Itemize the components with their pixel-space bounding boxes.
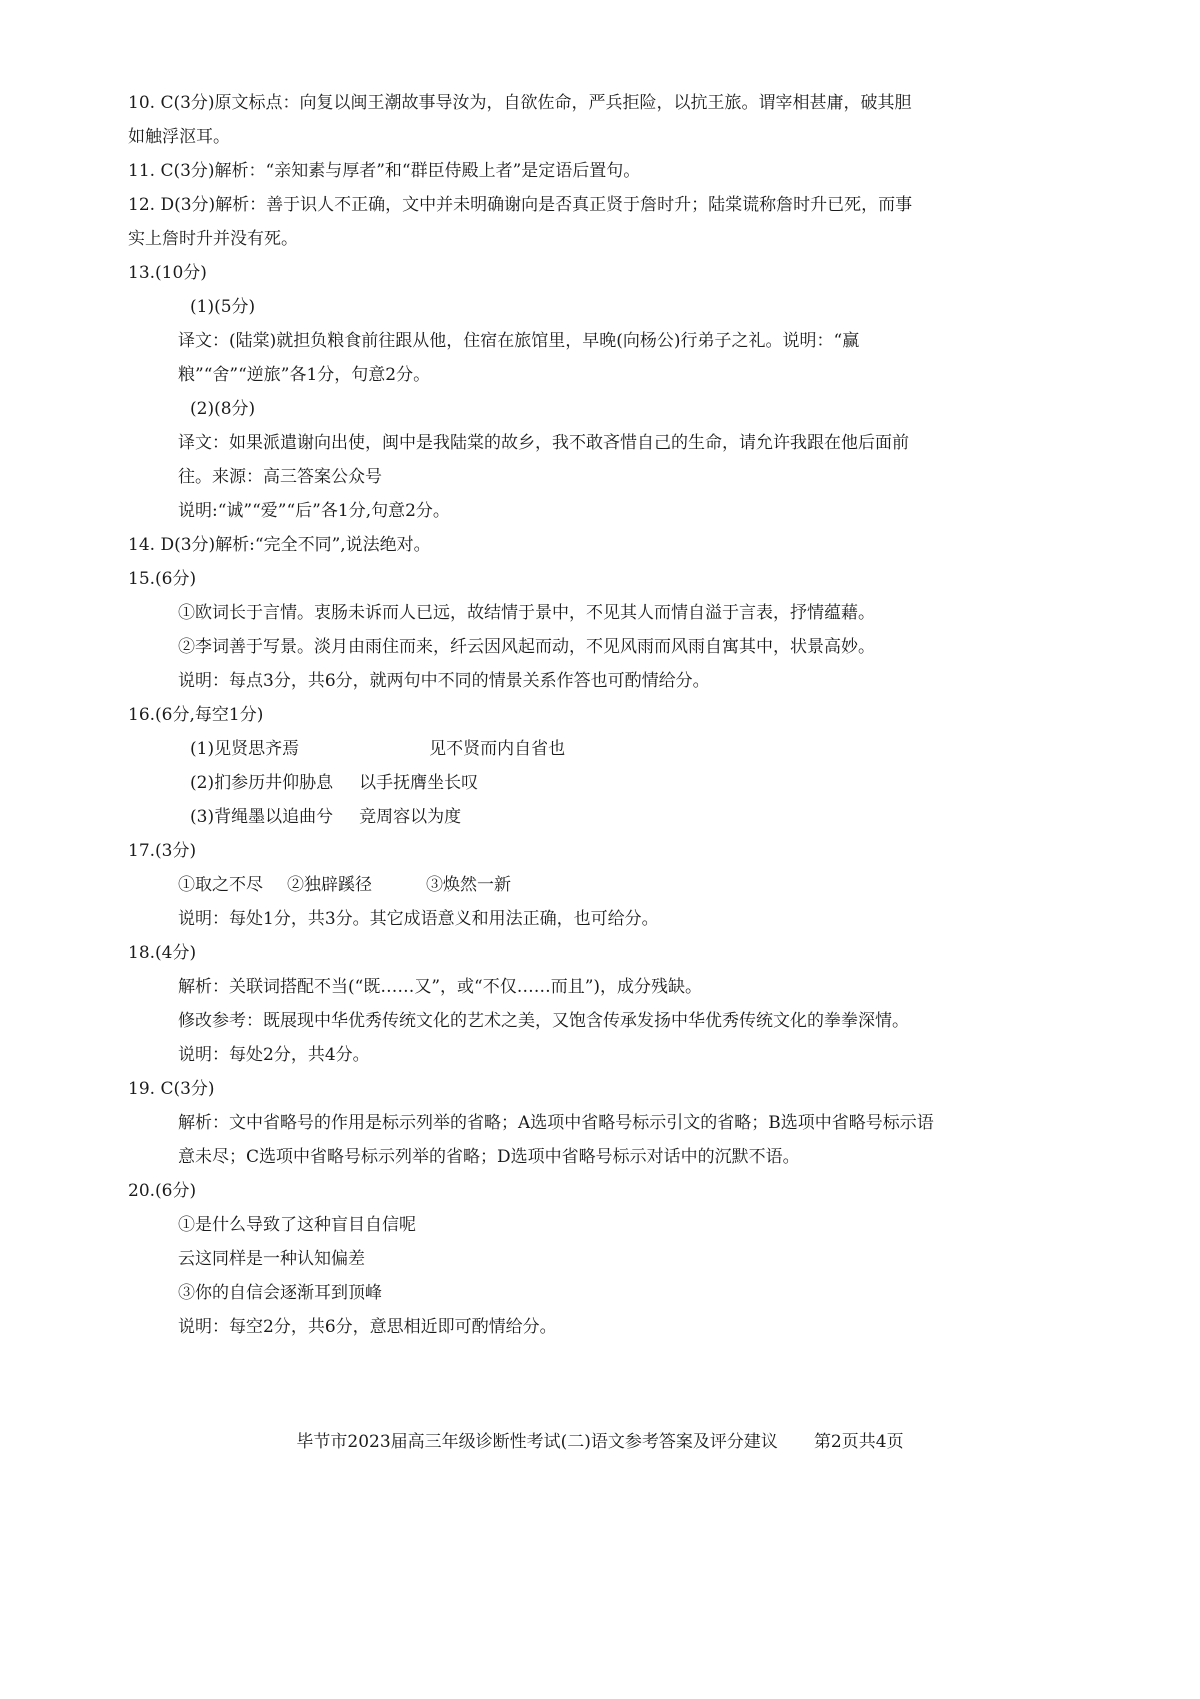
q17-answer-3: ③焕然一新: [426, 875, 511, 895]
q15-note: 说明：每点3分，共6分，就两句中不同的情景关系作答也可酌情给分。: [178, 671, 710, 691]
footer-title: 毕节市2023届高三年级诊断性考试(二)语文参考答案及评分建议: [296, 1432, 778, 1452]
q13-heading: 13.(10分): [128, 263, 207, 283]
question-14: [128, 528, 1088, 562]
q20-answer-2: 云这同样是一种认知偏差: [178, 1249, 365, 1269]
q13-part1-line-1: 译文：(陆棠)就担负粮食前往跟从他，住宿在旅馆里，早晚(向杨公)行弟子之礼。说明：“赢: [178, 331, 860, 351]
q15-heading: 15.(6分): [128, 569, 197, 589]
q17-heading: 17.(3分): [128, 841, 197, 861]
q16-row-2-a: (2)扪参历井仰胁息: [190, 773, 334, 793]
q17-answers: [128, 868, 1088, 902]
q13-part2-note: 说明:“诚”“爱”“后”各1分,句意2分。: [178, 501, 450, 521]
q19-line-2: 意未尽；C选项中省略号标示列举的省略；D选项中省略号标示对话中的沉默不语。: [178, 1147, 800, 1167]
q13-part2-heading: (2)(8分): [190, 399, 256, 419]
q17-answer-2: ②独辟蹊径: [287, 875, 372, 895]
q13-part2-line-2: 往。来源：高三答案公众号: [178, 467, 382, 487]
question-15: [128, 562, 1088, 698]
q15-point-1: ①欧词长于言情。衷肠未诉而人已远，故结情于景中，不见其人而情自溢于言表，抒情蕴藉。: [178, 603, 875, 623]
q16-row-1-b: 见不贤而内自省也: [429, 739, 566, 759]
q16-row-3-a: (3)背绳墨以追曲兮: [190, 807, 334, 827]
q12-line-1: 12. D(3分)解析：善于识人不正确，文中并未明确谢向是否真正贤于詹时升；陆棠谎称詹时升已死，而事: [128, 195, 913, 215]
question-16: [128, 698, 1088, 834]
q13-part2-line-1: 译文：如果派遣谢向出使，闽中是我陆棠的故乡，我不敢吝惜自己的生命，请允许我跟在他后面前: [178, 433, 909, 453]
q13-part1-line-2: 粮”“舍”“逆旅”各1分，句意2分。: [178, 365, 431, 385]
q12-line-2: 实上詹时升并没有死。: [128, 229, 298, 249]
question-10: [128, 86, 1088, 154]
question-17: [128, 834, 1088, 936]
q17-answer-1: ①取之不尽: [178, 875, 263, 895]
q18-note: 说明：每处2分，共4分。: [178, 1045, 370, 1065]
q16-row-2-b: 以手抚膺坐长叹: [359, 773, 479, 793]
q15-point-2: ②李词善于写景。淡月由雨住而来，纤云因风起而动，不见风雨而风雨自寓其中，状景高妙。: [178, 637, 875, 657]
q10-line-2: 如触浮沤耳。: [128, 127, 230, 147]
q13-part1-heading: (1)(5分): [190, 297, 256, 317]
page-number: 第2页共4页: [813, 1432, 904, 1452]
q10-line-1: 10. C(3分)原文标点：向复以闽王潮故事导汝为，自欲佐命，严兵拒险，以抗王旅。谓宰相甚庸，破其胆: [128, 93, 912, 113]
question-13: [128, 256, 1088, 528]
q16-row-1: [128, 732, 1088, 766]
q20-note: 说明：每空2分，共6分，意思相近即可酌情给分。: [178, 1317, 557, 1337]
q18-revision: 修改参考：既展现中华优秀传统文化的艺术之美，又饱含传承发扬中华优秀传统文化的拳拳深情。: [178, 1011, 909, 1031]
question-18: [128, 936, 1088, 1072]
question-20: [128, 1174, 1088, 1344]
q14-line-1: 14. D(3分)解析:“完全不同”,说法绝对。: [128, 535, 431, 555]
q11-line-1: 11. C(3分)解析：“亲知素与厚者”和“群臣侍殿上者”是定语后置句。: [128, 161, 641, 181]
answer-content: [128, 86, 1088, 1344]
question-19: [128, 1072, 1088, 1174]
q18-analysis: 解析：关联词搭配不当(“既……又”，或“不仅……而且”)，成分残缺。: [178, 977, 703, 997]
question-12: [128, 188, 1088, 256]
q19-line-1: 解析：文中省略号的作用是标示列举的省略；A选项中省略号标示引文的省略；B选项中省略号标示语: [178, 1113, 934, 1133]
question-11: [128, 154, 1088, 188]
page-footer: [0, 1425, 1200, 1459]
q16-row-1-a: (1)见贤思齐焉: [190, 739, 300, 759]
q16-row-3: [128, 800, 1088, 834]
q19-heading: 19. C(3分): [128, 1079, 215, 1099]
q20-answer-3: ③你的自信会逐渐耳到顶峰: [178, 1283, 382, 1303]
q20-heading: 20.(6分): [128, 1181, 197, 1201]
q17-note: 说明：每处1分，共3分。其它成语意义和用法正确，也可给分。: [178, 909, 659, 929]
q20-answer-1: ①是什么导致了这种盲目自信呢: [178, 1215, 416, 1235]
q16-row-3-b: 竞周容以为度: [359, 807, 462, 827]
q16-heading: 16.(6分,每空1分): [128, 705, 264, 725]
q16-row-2: [128, 766, 1088, 800]
q18-heading: 18.(4分): [128, 943, 197, 963]
